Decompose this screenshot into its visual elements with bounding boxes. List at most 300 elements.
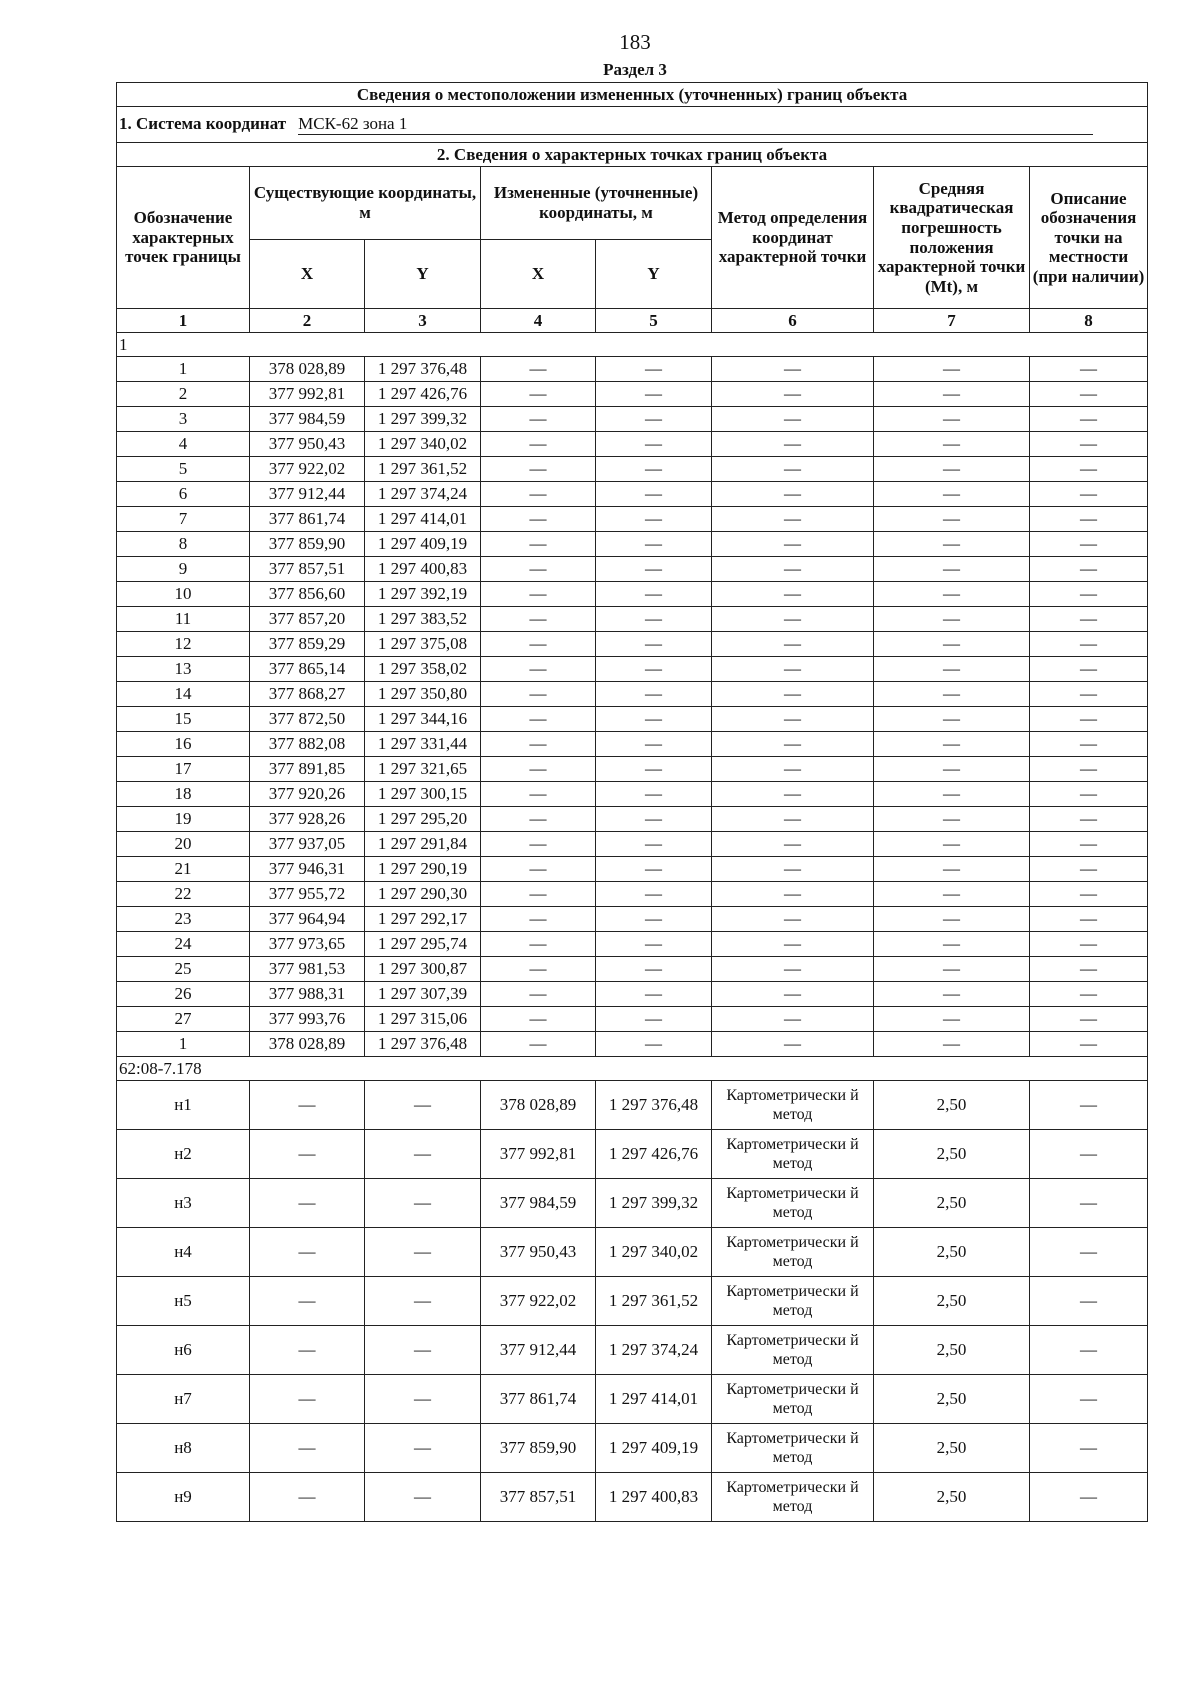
empty-dash: — — [596, 982, 712, 1007]
empty-dash: — — [481, 857, 596, 882]
empty-dash: — — [1030, 957, 1148, 982]
empty-dash: — — [481, 982, 596, 1007]
changed-x: 377 984,59 — [481, 1179, 596, 1228]
changed-x: 377 950,43 — [481, 1228, 596, 1277]
empty-dash: — — [596, 932, 712, 957]
method: Картометрически й метод — [712, 1228, 874, 1277]
changed-x: 377 857,51 — [481, 1473, 596, 1522]
empty-dash: — — [481, 582, 596, 607]
empty-dash: — — [874, 957, 1030, 982]
empty-dash: — — [874, 982, 1030, 1007]
empty-dash: — — [874, 657, 1030, 682]
point-id: 16 — [117, 732, 250, 757]
table-row — [117, 632, 1148, 657]
empty-dash: — — [596, 882, 712, 907]
points-title: 2. Сведения о характерных точках границ объекта — [117, 143, 1148, 167]
empty-dash: — — [250, 1473, 365, 1522]
empty-dash: — — [481, 682, 596, 707]
empty-dash: — — [481, 832, 596, 857]
empty-dash: — — [712, 507, 874, 532]
point-id: 10 — [117, 582, 250, 607]
existing-x: 378 028,89 — [250, 1032, 365, 1057]
table-row — [117, 957, 1148, 982]
empty-dash: — — [1030, 507, 1148, 532]
existing-y: 1 297 414,01 — [365, 507, 481, 532]
empty-dash: — — [712, 457, 874, 482]
table-row — [117, 982, 1148, 1007]
empty-dash: — — [712, 932, 874, 957]
empty-dash: — — [874, 582, 1030, 607]
empty-dash: — — [1030, 632, 1148, 657]
empty-dash: — — [712, 532, 874, 557]
empty-dash: — — [596, 907, 712, 932]
changed-x: 377 912,44 — [481, 1326, 596, 1375]
col-number: 1 — [117, 309, 250, 333]
table-row — [117, 1130, 1148, 1179]
empty-dash: — — [874, 682, 1030, 707]
empty-dash: — — [596, 582, 712, 607]
point-id: 1 — [117, 357, 250, 382]
group-label: 1 — [117, 333, 1148, 357]
empty-dash: — — [481, 932, 596, 957]
empty-dash: — — [1030, 557, 1148, 582]
point-id: н4 — [117, 1228, 250, 1277]
empty-dash: — — [712, 632, 874, 657]
empty-dash: — — [481, 357, 596, 382]
empty-dash: — — [596, 382, 712, 407]
point-id: 15 — [117, 707, 250, 732]
table-row — [117, 1375, 1148, 1424]
table-row — [117, 1081, 1148, 1130]
changed-x: 377 992,81 — [481, 1130, 596, 1179]
existing-x: 377 937,05 — [250, 832, 365, 857]
col-number: 2 — [250, 309, 365, 333]
existing-y: 1 297 374,24 — [365, 482, 481, 507]
header-method: Метод определения координат характерной точки — [712, 167, 874, 309]
existing-x: 377 868,27 — [250, 682, 365, 707]
empty-dash: — — [596, 757, 712, 782]
table-row — [117, 557, 1148, 582]
empty-dash: — — [596, 507, 712, 532]
col-number: 5 — [596, 309, 712, 333]
empty-dash: — — [596, 432, 712, 457]
empty-dash: — — [874, 732, 1030, 757]
empty-dash: — — [596, 707, 712, 732]
empty-dash: — — [874, 507, 1030, 532]
empty-dash: — — [712, 382, 874, 407]
empty-dash: — — [481, 757, 596, 782]
table-row — [117, 832, 1148, 857]
empty-dash: — — [1030, 1179, 1148, 1228]
table-row — [117, 1277, 1148, 1326]
empty-dash: — — [712, 857, 874, 882]
empty-dash: — — [596, 557, 712, 582]
empty-dash: — — [1030, 1375, 1148, 1424]
empty-dash: — — [874, 457, 1030, 482]
existing-y: 1 297 290,19 — [365, 857, 481, 882]
empty-dash: — — [481, 607, 596, 632]
changed-x: 377 861,74 — [481, 1375, 596, 1424]
empty-dash: — — [481, 532, 596, 557]
table-row — [117, 807, 1148, 832]
empty-dash: — — [1030, 757, 1148, 782]
point-id: 6 — [117, 482, 250, 507]
existing-x: 377 882,08 — [250, 732, 365, 757]
empty-dash: — — [712, 807, 874, 832]
empty-dash: — — [874, 907, 1030, 932]
col-number: 8 — [1030, 309, 1148, 333]
existing-y: 1 297 361,52 — [365, 457, 481, 482]
empty-dash: — — [365, 1277, 481, 1326]
table-row — [117, 1326, 1148, 1375]
point-id: 11 — [117, 607, 250, 632]
empty-dash: — — [481, 632, 596, 657]
empty-dash: — — [481, 507, 596, 532]
empty-dash: — — [596, 832, 712, 857]
changed-y: 1 297 374,24 — [596, 1326, 712, 1375]
empty-dash: — — [1030, 1130, 1148, 1179]
empty-dash: — — [481, 432, 596, 457]
empty-dash: — — [712, 907, 874, 932]
existing-y: 1 297 383,52 — [365, 607, 481, 632]
empty-dash: — — [712, 757, 874, 782]
empty-dash: — — [712, 682, 874, 707]
empty-dash: — — [1030, 657, 1148, 682]
point-id: 23 — [117, 907, 250, 932]
point-id: 22 — [117, 882, 250, 907]
empty-dash: — — [596, 457, 712, 482]
method: Картометрически й метод — [712, 1277, 874, 1326]
empty-dash: — — [874, 857, 1030, 882]
existing-x: 377 950,43 — [250, 432, 365, 457]
table-row — [117, 1228, 1148, 1277]
empty-dash: — — [250, 1277, 365, 1326]
method: Картометрически й метод — [712, 1473, 874, 1522]
changed-x: 377 859,90 — [481, 1424, 596, 1473]
point-id: 13 — [117, 657, 250, 682]
col-number: 3 — [365, 309, 481, 333]
error-mt: 2,50 — [874, 1228, 1030, 1277]
empty-dash: — — [1030, 982, 1148, 1007]
error-mt: 2,50 — [874, 1326, 1030, 1375]
existing-x: 377 920,26 — [250, 782, 365, 807]
table-row — [117, 882, 1148, 907]
empty-dash: — — [1030, 732, 1148, 757]
header-changed-x: X — [481, 240, 596, 309]
empty-dash: — — [1030, 382, 1148, 407]
existing-x: 377 872,50 — [250, 707, 365, 732]
empty-dash: — — [874, 832, 1030, 857]
point-id: н5 — [117, 1277, 250, 1326]
empty-dash: — — [712, 557, 874, 582]
boundary-table — [116, 82, 1148, 1522]
empty-dash: — — [596, 957, 712, 982]
empty-dash: — — [250, 1424, 365, 1473]
empty-dash: — — [1030, 482, 1148, 507]
table-row — [117, 507, 1148, 532]
empty-dash: — — [1030, 357, 1148, 382]
empty-dash: — — [874, 607, 1030, 632]
empty-dash: — — [1030, 1228, 1148, 1277]
existing-y: 1 297 300,87 — [365, 957, 481, 982]
existing-x: 377 984,59 — [250, 407, 365, 432]
existing-y: 1 297 399,32 — [365, 407, 481, 432]
empty-dash: — — [1030, 857, 1148, 882]
empty-dash: — — [874, 1007, 1030, 1032]
point-id: 21 — [117, 857, 250, 882]
table-row — [117, 407, 1148, 432]
table-row — [117, 1007, 1148, 1032]
empty-dash: — — [1030, 582, 1148, 607]
section-label: Раздел 3 — [603, 60, 667, 79]
existing-x: 377 993,76 — [250, 1007, 365, 1032]
point-id: 2 — [117, 382, 250, 407]
error-mt: 2,50 — [874, 1473, 1030, 1522]
existing-x: 377 946,31 — [250, 857, 365, 882]
point-id: 26 — [117, 982, 250, 1007]
empty-dash: — — [1030, 1277, 1148, 1326]
empty-dash: — — [596, 407, 712, 432]
empty-dash: — — [596, 1007, 712, 1032]
existing-y: 1 297 375,08 — [365, 632, 481, 657]
table-row — [117, 682, 1148, 707]
table-row — [117, 607, 1148, 632]
existing-x: 377 865,14 — [250, 657, 365, 682]
empty-dash: — — [596, 857, 712, 882]
existing-x: 377 992,81 — [250, 382, 365, 407]
empty-dash: — — [1030, 1081, 1148, 1130]
existing-x: 377 861,74 — [250, 507, 365, 532]
existing-x: 377 928,26 — [250, 807, 365, 832]
empty-dash: — — [1030, 607, 1148, 632]
empty-dash: — — [596, 732, 712, 757]
existing-x: 377 988,31 — [250, 982, 365, 1007]
empty-dash: — — [481, 1007, 596, 1032]
method: Картометрически й метод — [712, 1130, 874, 1179]
empty-dash: — — [481, 782, 596, 807]
empty-dash: — — [712, 732, 874, 757]
point-id: н7 — [117, 1375, 250, 1424]
empty-dash: — — [874, 407, 1030, 432]
table-title: Сведения о местоположении измененных (уточненных) границ объекта — [117, 83, 1148, 107]
table-row — [117, 582, 1148, 607]
header-designation: Обозначение характерных точек границы — [117, 167, 250, 309]
error-mt: 2,50 — [874, 1424, 1030, 1473]
changed-y: 1 297 399,32 — [596, 1179, 712, 1228]
existing-x: 377 859,90 — [250, 532, 365, 557]
changed-y: 1 297 414,01 — [596, 1375, 712, 1424]
empty-dash: — — [1030, 1032, 1148, 1057]
changed-y: 1 297 340,02 — [596, 1228, 712, 1277]
empty-dash: — — [874, 532, 1030, 557]
point-id: 8 — [117, 532, 250, 557]
empty-dash: — — [712, 407, 874, 432]
empty-dash: — — [712, 582, 874, 607]
empty-dash: — — [712, 832, 874, 857]
point-id: 9 — [117, 557, 250, 582]
error-mt: 2,50 — [874, 1375, 1030, 1424]
empty-dash: — — [365, 1326, 481, 1375]
existing-y: 1 297 344,16 — [365, 707, 481, 732]
empty-dash: — — [1030, 432, 1148, 457]
empty-dash: — — [1030, 882, 1148, 907]
empty-dash: — — [481, 657, 596, 682]
page-number: 183 — [619, 30, 651, 54]
header-existing: Существующие координаты, м — [250, 167, 481, 240]
error-mt: 2,50 — [874, 1277, 1030, 1326]
point-id: 14 — [117, 682, 250, 707]
existing-y: 1 297 400,83 — [365, 557, 481, 582]
existing-y: 1 297 290,30 — [365, 882, 481, 907]
table-row — [117, 382, 1148, 407]
empty-dash: — — [1030, 807, 1148, 832]
empty-dash: — — [481, 707, 596, 732]
changed-x: 378 028,89 — [481, 1081, 596, 1130]
existing-y: 1 297 340,02 — [365, 432, 481, 457]
header-changed: Измененные (уточненные) координаты, м — [481, 167, 712, 240]
table-row — [117, 357, 1148, 382]
empty-dash: — — [874, 557, 1030, 582]
empty-dash: — — [481, 457, 596, 482]
table-row — [117, 732, 1148, 757]
table-row — [117, 907, 1148, 932]
point-id: н2 — [117, 1130, 250, 1179]
empty-dash: — — [874, 357, 1030, 382]
existing-x: 377 891,85 — [250, 757, 365, 782]
error-mt: 2,50 — [874, 1179, 1030, 1228]
empty-dash: — — [712, 482, 874, 507]
existing-x: 378 028,89 — [250, 357, 365, 382]
point-id: н6 — [117, 1326, 250, 1375]
empty-dash: — — [365, 1179, 481, 1228]
empty-dash: — — [596, 357, 712, 382]
table-row — [117, 532, 1148, 557]
point-id: 1 — [117, 1032, 250, 1057]
point-id: 25 — [117, 957, 250, 982]
empty-dash: — — [365, 1473, 481, 1522]
empty-dash: — — [365, 1130, 481, 1179]
existing-y: 1 297 291,84 — [365, 832, 481, 857]
empty-dash: — — [1030, 1424, 1148, 1473]
empty-dash: — — [250, 1375, 365, 1424]
empty-dash: — — [712, 432, 874, 457]
table-row — [117, 757, 1148, 782]
existing-x: 377 973,65 — [250, 932, 365, 957]
header-changed-y: Y — [596, 240, 712, 309]
table-row — [117, 857, 1148, 882]
empty-dash: — — [874, 432, 1030, 457]
col-number: 6 — [712, 309, 874, 333]
coord-system-label: 1. Система координат — [119, 113, 287, 133]
empty-dash: — — [596, 532, 712, 557]
existing-y: 1 297 350,80 — [365, 682, 481, 707]
empty-dash: — — [712, 982, 874, 1007]
table-row — [117, 457, 1148, 482]
empty-dash: — — [874, 757, 1030, 782]
existing-y: 1 297 409,19 — [365, 532, 481, 557]
column-numbers-row — [117, 309, 1148, 333]
empty-dash: — — [874, 707, 1030, 732]
table-row — [117, 932, 1148, 957]
existing-x: 377 859,29 — [250, 632, 365, 657]
point-id: 18 — [117, 782, 250, 807]
changed-x: 377 922,02 — [481, 1277, 596, 1326]
empty-dash: — — [874, 782, 1030, 807]
table-row — [117, 1179, 1148, 1228]
empty-dash: — — [1030, 407, 1148, 432]
existing-x: 377 955,72 — [250, 882, 365, 907]
empty-dash: — — [874, 382, 1030, 407]
empty-dash: — — [365, 1081, 481, 1130]
point-id: н1 — [117, 1081, 250, 1130]
empty-dash: — — [1030, 782, 1148, 807]
table-row — [117, 482, 1148, 507]
changed-y: 1 297 426,76 — [596, 1130, 712, 1179]
existing-y: 1 297 295,74 — [365, 932, 481, 957]
empty-dash: — — [481, 907, 596, 932]
empty-dash: — — [481, 1032, 596, 1057]
empty-dash: — — [596, 682, 712, 707]
empty-dash: — — [250, 1326, 365, 1375]
changed-y: 1 297 376,48 — [596, 1081, 712, 1130]
col-number: 4 — [481, 309, 596, 333]
empty-dash: — — [481, 882, 596, 907]
point-id: 3 — [117, 407, 250, 432]
method: Картометрически й метод — [712, 1424, 874, 1473]
table-row — [117, 782, 1148, 807]
empty-dash: — — [250, 1130, 365, 1179]
point-id: н9 — [117, 1473, 250, 1522]
empty-dash: — — [481, 557, 596, 582]
point-id: н8 — [117, 1424, 250, 1473]
existing-y: 1 297 295,20 — [365, 807, 481, 832]
empty-dash: — — [874, 632, 1030, 657]
table-row — [117, 1473, 1148, 1522]
empty-dash: — — [712, 782, 874, 807]
error-mt: 2,50 — [874, 1130, 1030, 1179]
existing-y: 1 297 300,15 — [365, 782, 481, 807]
empty-dash: — — [1030, 682, 1148, 707]
empty-dash: — — [1030, 1326, 1148, 1375]
error-mt: 2,50 — [874, 1081, 1030, 1130]
empty-dash: — — [1030, 1473, 1148, 1522]
method: Картометрически й метод — [712, 1179, 874, 1228]
empty-dash: — — [874, 1032, 1030, 1057]
empty-dash: — — [712, 1007, 874, 1032]
empty-dash: — — [481, 382, 596, 407]
empty-dash: — — [365, 1424, 481, 1473]
empty-dash: — — [481, 482, 596, 507]
existing-y: 1 297 315,06 — [365, 1007, 481, 1032]
point-id: 27 — [117, 1007, 250, 1032]
existing-x: 377 857,51 — [250, 557, 365, 582]
empty-dash: — — [712, 657, 874, 682]
empty-dash: — — [1030, 907, 1148, 932]
table-row — [117, 432, 1148, 457]
empty-dash: — — [712, 607, 874, 632]
empty-dash: — — [596, 1032, 712, 1057]
point-id: 4 — [117, 432, 250, 457]
point-id: 17 — [117, 757, 250, 782]
point-id: 5 — [117, 457, 250, 482]
empty-dash: — — [874, 882, 1030, 907]
point-id: 12 — [117, 632, 250, 657]
existing-x: 377 964,94 — [250, 907, 365, 932]
empty-dash: — — [1030, 532, 1148, 557]
empty-dash: — — [874, 932, 1030, 957]
existing-y: 1 297 392,19 — [365, 582, 481, 607]
header-existing-y: Y — [365, 240, 481, 309]
